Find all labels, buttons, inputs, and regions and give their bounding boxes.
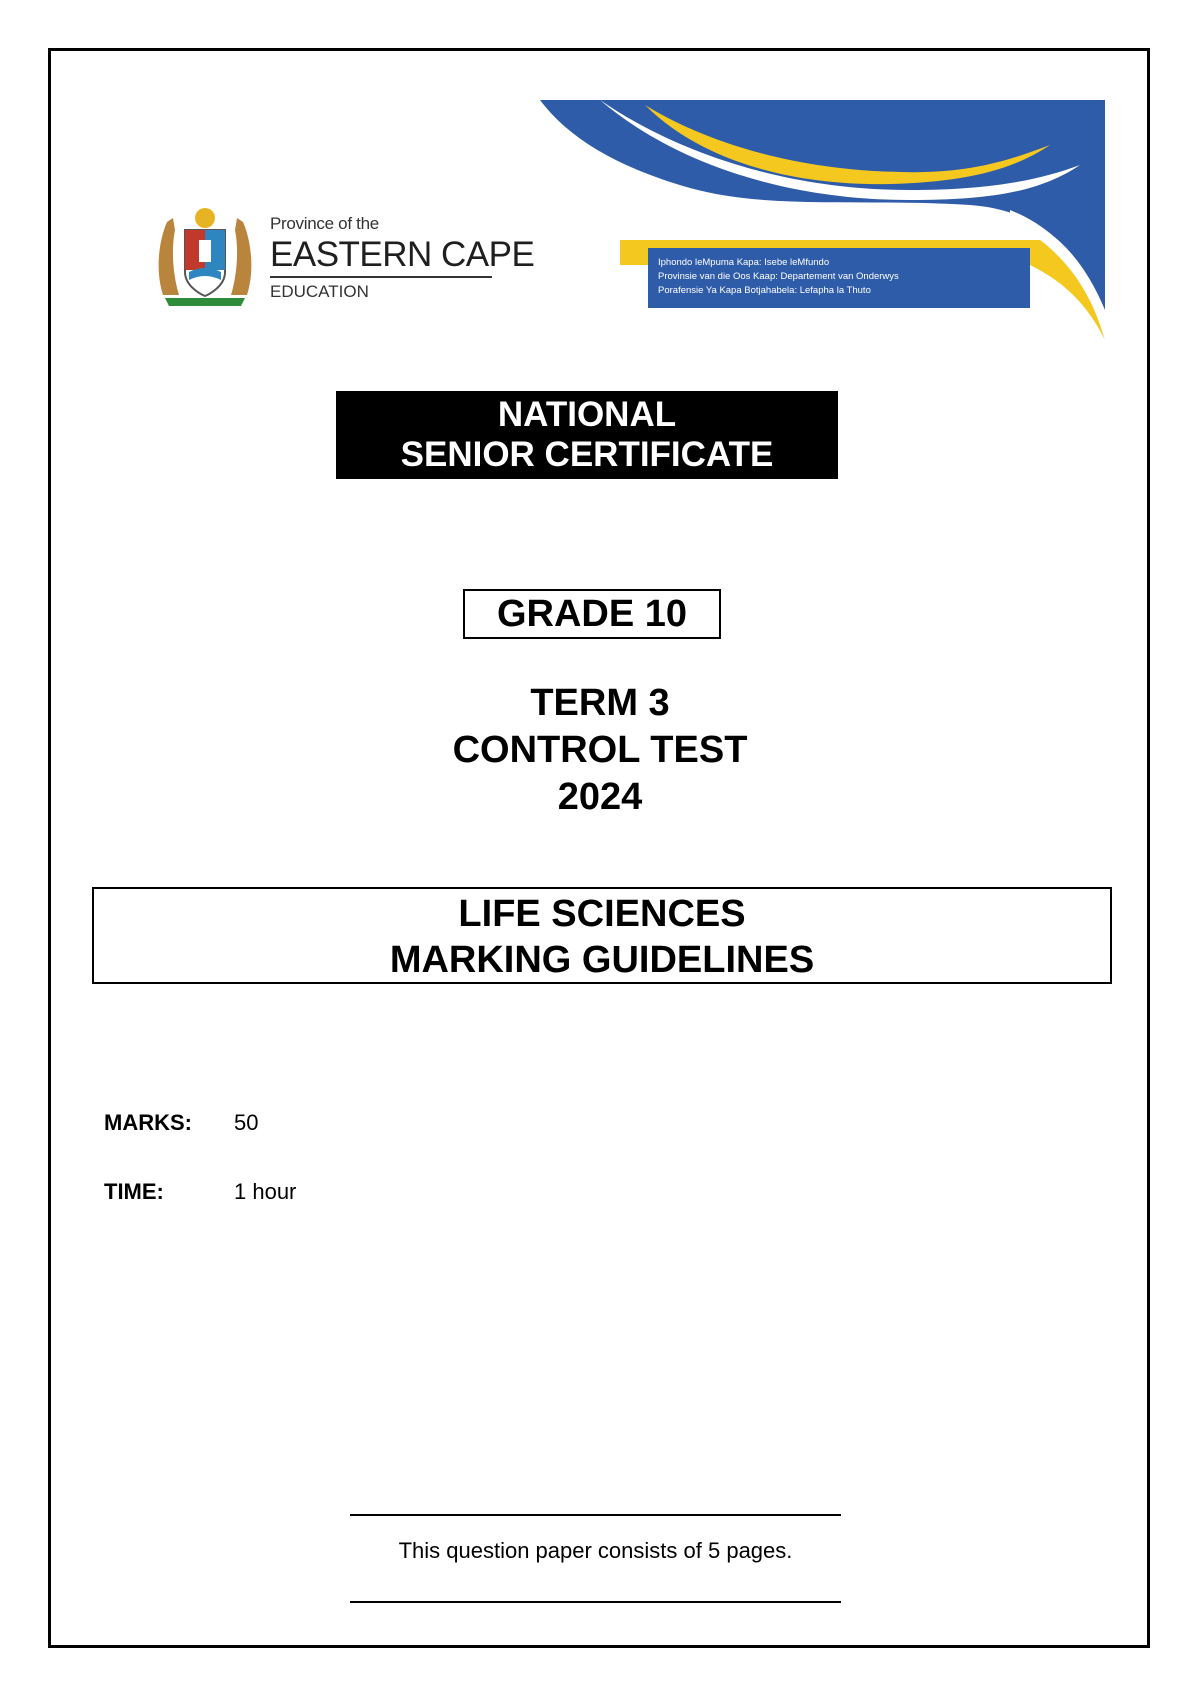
term-label: TERM 3 <box>530 682 670 724</box>
time-value: 1 hour <box>234 1179 297 1204</box>
banner-line-sotho: Porafensie Ya Kapa Botjahabela: Lefapha la Thuto <box>658 285 871 296</box>
test-year: 2024 <box>557 776 643 818</box>
province-name: EASTERN CAPE <box>270 235 535 274</box>
province-logo-text <box>270 214 534 302</box>
banner-line-afrikaans: Provinsie van die Oos Kaap: Departement van Onderwys <box>658 271 899 282</box>
certificate-line-2: SENIOR CERTIFICATE <box>400 435 774 474</box>
banner-line-xhosa: Iphondo leMpuma Kapa: Isebe leMfundo <box>658 257 830 268</box>
banner-tagline <box>658 256 899 298</box>
test-name: CONTROL TEST <box>452 729 748 771</box>
department-name: EDUCATION <box>270 282 369 301</box>
test-info <box>350 680 850 821</box>
marks-value: 50 <box>234 1110 259 1135</box>
subject-title: LIFE SCIENCES <box>458 893 746 935</box>
certificate-title-box <box>336 391 838 479</box>
subject-box <box>92 887 1112 984</box>
document-type: MARKING GUIDELINES <box>389 939 815 981</box>
coat-of-arms-logo <box>145 200 265 310</box>
marks-label: MARKS: <box>104 1110 192 1135</box>
department-banner <box>540 100 1105 340</box>
time-label: TIME: <box>104 1179 164 1204</box>
footer-bottom-rule <box>350 1601 841 1603</box>
province-rule <box>270 276 492 278</box>
footer-top-rule <box>350 1514 841 1516</box>
grade-box: GRADE 10 <box>463 589 721 639</box>
certificate-line-1: NATIONAL <box>497 395 677 434</box>
province-line: Province of the <box>270 214 379 233</box>
page-count-note: This question paper consists of 5 pages. <box>398 1538 793 1563</box>
